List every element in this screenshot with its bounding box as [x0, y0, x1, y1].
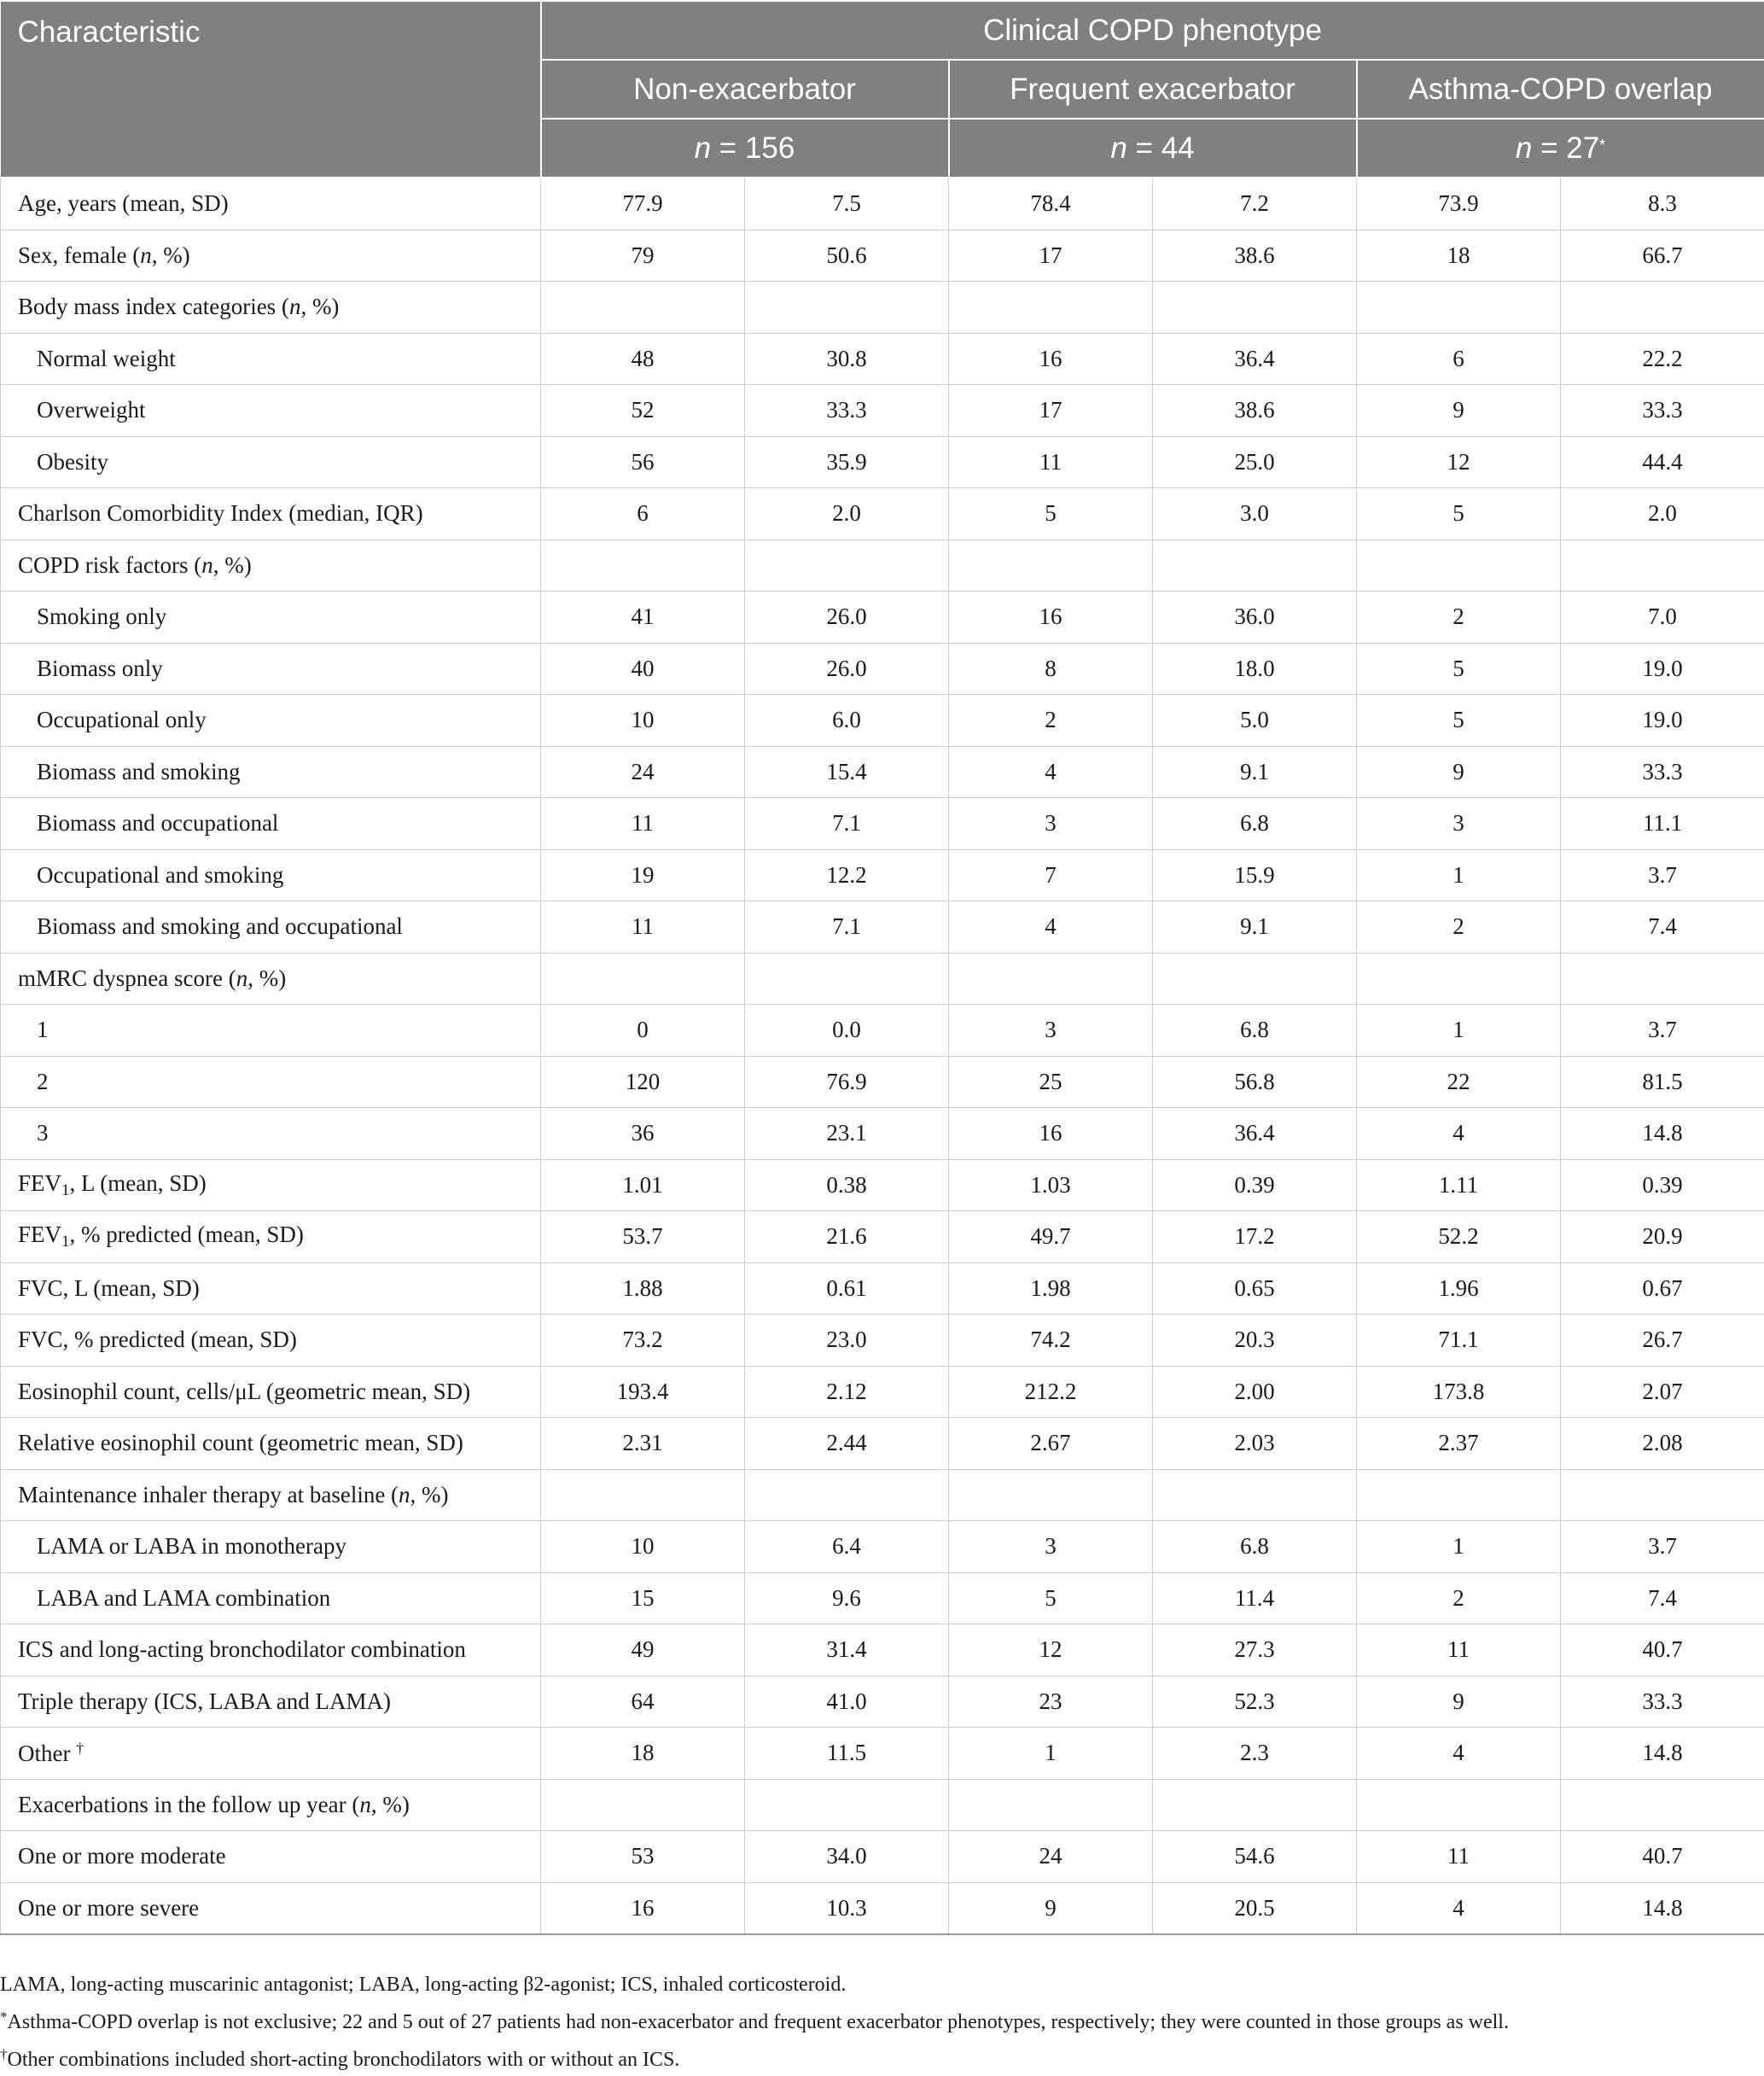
count-cell: 16 [541, 1882, 745, 1934]
count-cell: 9 [949, 1882, 1153, 1934]
stat-cell: 0.39 [1153, 1159, 1357, 1211]
stat-cell: 19.0 [1561, 695, 1764, 747]
count-cell: 25 [949, 1056, 1153, 1108]
stat-cell [1561, 1469, 1764, 1521]
stat-cell: 14.8 [1561, 1728, 1764, 1780]
stat-cell: 15.9 [1153, 849, 1357, 901]
count-cell: 1.98 [949, 1263, 1153, 1315]
count-cell: 2 [949, 695, 1153, 747]
stat-cell [1561, 282, 1764, 334]
count-cell: 1.11 [1357, 1159, 1561, 1211]
count-cell: 19 [541, 849, 745, 901]
count-cell: 18 [1357, 230, 1561, 282]
count-cell [949, 1779, 1153, 1831]
table-row [1, 1005, 1764, 1057]
stat-cell: 6.0 [745, 695, 949, 747]
row-label: FVC, L (mean, SD) [1, 1263, 541, 1315]
stat-cell: 12.2 [745, 849, 949, 901]
count-cell: 1.03 [949, 1159, 1153, 1211]
table-row [1, 385, 1764, 437]
count-cell: 17 [949, 230, 1153, 282]
count-cell: 10 [541, 695, 745, 747]
phenotype-group-header: Clinical COPD phenotype [541, 1, 1764, 60]
n-symbol: n [1516, 131, 1532, 165]
stat-cell: 2.00 [1153, 1366, 1357, 1418]
stat-cell: 3.7 [1561, 1521, 1764, 1573]
count-cell: 49.7 [949, 1211, 1153, 1263]
stat-cell: 33.3 [1561, 746, 1764, 798]
row-label: Age, years (mean, SD) [1, 178, 541, 230]
count-cell: 2 [1357, 1572, 1561, 1624]
count-cell: 0 [541, 1005, 745, 1057]
count-cell: 40 [541, 643, 745, 695]
stat-cell: 14.8 [1561, 1882, 1764, 1934]
stat-cell: 18.0 [1153, 643, 1357, 695]
n-symbol: n [1110, 131, 1127, 165]
count-cell: 78.4 [949, 178, 1153, 230]
count-cell: 1 [949, 1728, 1153, 1780]
table-row [1, 230, 1764, 282]
stat-cell [745, 282, 949, 334]
stat-cell: 10.3 [745, 1882, 949, 1934]
stat-cell [1153, 1469, 1357, 1521]
count-cell: 12 [1357, 436, 1561, 488]
row-label: Biomass and smoking [1, 746, 541, 798]
table-row [1, 1469, 1764, 1521]
stat-cell: 2.3 [1153, 1728, 1357, 1780]
count-cell: 11 [541, 798, 745, 850]
row-label: LABA and LAMA combination [1, 1572, 541, 1624]
stat-cell: 6.4 [745, 1521, 949, 1573]
count-cell [1357, 953, 1561, 1005]
count-cell: 24 [949, 1831, 1153, 1883]
table-row [1, 798, 1764, 850]
stat-cell: 0.67 [1561, 1263, 1764, 1315]
stat-cell: 30.8 [745, 333, 949, 385]
stat-cell [745, 539, 949, 592]
sample-size-frequent-exacerbator [949, 119, 1357, 178]
count-cell [949, 953, 1153, 1005]
stat-cell: 2.12 [745, 1366, 949, 1418]
table-body [1, 178, 1764, 1934]
stat-cell: 76.9 [745, 1056, 949, 1108]
stat-cell: 2.07 [1561, 1366, 1764, 1418]
stat-cell: 35.9 [745, 436, 949, 488]
stat-cell: 33.3 [745, 385, 949, 437]
count-cell: 3 [949, 798, 1153, 850]
stat-cell: 2.03 [1153, 1418, 1357, 1470]
row-label: Body mass index categories (n, %) [1, 282, 541, 334]
stat-cell: 38.6 [1153, 385, 1357, 437]
count-cell: 3 [949, 1521, 1153, 1573]
stat-cell: 36.0 [1153, 592, 1357, 644]
stat-cell: 36.4 [1153, 1108, 1357, 1160]
stat-cell [1153, 282, 1357, 334]
table-header [1, 1, 1764, 178]
count-cell: 53 [541, 1831, 745, 1883]
count-cell [1357, 282, 1561, 334]
footnote-mark: * [1599, 137, 1605, 154]
row-label: Triple therapy (ICS, LABA and LAMA) [1, 1676, 541, 1728]
table-row [1, 849, 1764, 901]
stat-cell: 8.3 [1561, 178, 1764, 230]
row-label: One or more moderate [1, 1831, 541, 1883]
table-row [1, 695, 1764, 747]
stat-cell: 11.1 [1561, 798, 1764, 850]
count-cell: 9 [1357, 385, 1561, 437]
count-cell [541, 1469, 745, 1521]
stat-cell: 27.3 [1153, 1624, 1357, 1677]
count-cell: 120 [541, 1056, 745, 1108]
row-label: Exacerbations in the follow up year (n, %) [1, 1779, 541, 1831]
stat-cell: 7.1 [745, 901, 949, 953]
row-label: 2 [1, 1056, 541, 1108]
count-cell [949, 539, 1153, 592]
stat-cell: 7.1 [745, 798, 949, 850]
count-cell: 11 [1357, 1624, 1561, 1677]
table-row [1, 1418, 1764, 1470]
table-row [1, 1211, 1764, 1263]
stat-cell: 6.8 [1153, 1005, 1357, 1057]
count-cell: 2.37 [1357, 1418, 1561, 1470]
row-label: Smoking only [1, 592, 541, 644]
table-row [1, 1882, 1764, 1934]
stat-cell: 81.5 [1561, 1056, 1764, 1108]
stat-cell: 41.0 [745, 1676, 949, 1728]
stat-cell: 0.65 [1153, 1263, 1357, 1315]
stat-cell: 5.0 [1153, 695, 1357, 747]
count-cell: 2 [1357, 901, 1561, 953]
footnote-text: Other combinations included short-acting bronchodilators with or without an ICS. [8, 2049, 680, 2071]
count-cell: 5 [949, 488, 1153, 540]
stat-cell [745, 953, 949, 1005]
table-row [1, 1315, 1764, 1367]
count-cell [949, 1469, 1153, 1521]
stat-cell: 11.5 [745, 1728, 949, 1780]
row-label: Biomass only [1, 643, 541, 695]
count-cell: 71.1 [1357, 1315, 1561, 1367]
n-value: = 27 [1532, 131, 1599, 165]
stat-cell [745, 1469, 949, 1521]
count-cell: 1 [1357, 1005, 1561, 1057]
stat-cell: 7.0 [1561, 592, 1764, 644]
count-cell: 4 [1357, 1882, 1561, 1934]
count-cell: 8 [949, 643, 1153, 695]
stat-cell: 6.8 [1153, 1521, 1357, 1573]
footnote-text: Asthma-COPD overlap is not exclusive; 22 and 5 out of 27 patients had non-exacerbator and frequent exacerbator phenotypes, respectively; they were counted in those groups as well. [8, 2011, 1509, 2033]
count-cell: 5 [1357, 488, 1561, 540]
stat-cell: 52.3 [1153, 1676, 1357, 1728]
footnote-text: LAMA, long-acting muscarinic antagonist; LABA, long-acting β2-agonist; ICS, inhaled corticosteroid. [0, 1974, 846, 1996]
table-row [1, 436, 1764, 488]
row-label: Obesity [1, 436, 541, 488]
row-label: Relative eosinophil count (geometric mean, SD) [1, 1418, 541, 1470]
count-cell: 22 [1357, 1056, 1561, 1108]
stat-cell: 0.0 [745, 1005, 949, 1057]
stat-cell: 17.2 [1153, 1211, 1357, 1263]
count-cell: 41 [541, 592, 745, 644]
stat-cell: 33.3 [1561, 385, 1764, 437]
table-row [1, 746, 1764, 798]
stat-cell: 34.0 [745, 1831, 949, 1883]
count-cell: 5 [1357, 695, 1561, 747]
stat-cell: 56.8 [1153, 1056, 1357, 1108]
count-cell: 4 [1357, 1728, 1561, 1780]
row-label: Occupational only [1, 695, 541, 747]
count-cell: 4 [949, 746, 1153, 798]
sample-size-non-exacerbator [541, 119, 949, 178]
stat-cell: 38.6 [1153, 230, 1357, 282]
count-cell: 7 [949, 849, 1153, 901]
count-cell: 11 [541, 901, 745, 953]
n-value: = 156 [711, 131, 795, 165]
stat-cell: 15.4 [745, 746, 949, 798]
count-cell [949, 282, 1153, 334]
footnote-mark: * [0, 2009, 8, 2025]
stat-cell: 14.8 [1561, 1108, 1764, 1160]
row-label: Biomass and smoking and occupational [1, 901, 541, 953]
stat-cell: 2.44 [745, 1418, 949, 1470]
count-cell [541, 953, 745, 1005]
stat-cell: 26.0 [745, 643, 949, 695]
row-label: Other † [1, 1728, 541, 1780]
count-cell: 16 [949, 592, 1153, 644]
count-cell: 11 [949, 436, 1153, 488]
count-cell: 9 [1357, 1676, 1561, 1728]
row-label: Occupational and smoking [1, 849, 541, 901]
count-cell: 77.9 [541, 178, 745, 230]
footnote [0, 1963, 1764, 2001]
count-cell: 2.67 [949, 1418, 1153, 1470]
stat-cell: 40.7 [1561, 1624, 1764, 1677]
count-cell [1357, 539, 1561, 592]
sample-size-asthma-copd-overlap [1357, 119, 1764, 178]
table-row [1, 1521, 1764, 1573]
table-row [1, 488, 1764, 540]
phenotype-header-asthma-copd-overlap: Asthma-COPD overlap [1357, 60, 1764, 119]
stat-cell [1153, 953, 1357, 1005]
count-cell: 10 [541, 1521, 745, 1573]
stat-cell: 2.0 [745, 488, 949, 540]
count-cell: 36 [541, 1108, 745, 1160]
footnote [0, 2038, 1764, 2076]
count-cell: 5 [1357, 643, 1561, 695]
count-cell: 5 [949, 1572, 1153, 1624]
footnote-mark: † [0, 2046, 8, 2062]
row-label: mMRC dyspnea score (n, %) [1, 953, 541, 1005]
stat-cell: 21.6 [745, 1211, 949, 1263]
characteristic-header: Characteristic [1, 1, 541, 178]
table-row [1, 1366, 1764, 1418]
phenotype-header-frequent-exacerbator: Frequent exacerbator [949, 60, 1357, 119]
table-row [1, 1831, 1764, 1883]
row-label: ICS and long-acting bronchodilator combination [1, 1624, 541, 1677]
n-value: = 44 [1127, 131, 1195, 165]
stat-cell: 44.4 [1561, 436, 1764, 488]
count-cell: 193.4 [541, 1366, 745, 1418]
table-row [1, 1624, 1764, 1677]
count-cell: 49 [541, 1624, 745, 1677]
stat-cell: 20.3 [1153, 1315, 1357, 1367]
stat-cell: 3.7 [1561, 849, 1764, 901]
row-label: Normal weight [1, 333, 541, 385]
count-cell [1357, 1469, 1561, 1521]
phenotype-header-non-exacerbator: Non-exacerbator [541, 60, 949, 119]
stat-cell [1153, 1779, 1357, 1831]
stat-cell [745, 1779, 949, 1831]
count-cell: 56 [541, 436, 745, 488]
stat-cell: 9.6 [745, 1572, 949, 1624]
stat-cell [1153, 539, 1357, 592]
count-cell: 17 [949, 385, 1153, 437]
stat-cell: 9.1 [1153, 901, 1357, 953]
table-footnotes [0, 1963, 1764, 2076]
stat-cell: 6.8 [1153, 798, 1357, 850]
stat-cell: 7.4 [1561, 901, 1764, 953]
row-label: 3 [1, 1108, 541, 1160]
table-row [1, 592, 1764, 644]
stat-cell: 2.08 [1561, 1418, 1764, 1470]
count-cell: 11 [1357, 1831, 1561, 1883]
count-cell [541, 539, 745, 592]
count-cell: 23 [949, 1676, 1153, 1728]
count-cell [541, 282, 745, 334]
row-label: LAMA or LABA in monotherapy [1, 1521, 541, 1573]
footnote [0, 2001, 1764, 2038]
stat-cell: 7.2 [1153, 178, 1357, 230]
table-row [1, 1108, 1764, 1160]
count-cell: 2.31 [541, 1418, 745, 1470]
stat-cell: 7.4 [1561, 1572, 1764, 1624]
stat-cell: 0.38 [745, 1159, 949, 1211]
table-row [1, 1056, 1764, 1108]
row-label: Overweight [1, 385, 541, 437]
row-label: FEV1, L (mean, SD) [1, 1159, 541, 1211]
count-cell: 4 [1357, 1108, 1561, 1160]
count-cell: 64 [541, 1676, 745, 1728]
stat-cell: 0.39 [1561, 1159, 1764, 1211]
count-cell: 173.8 [1357, 1366, 1561, 1418]
count-cell: 2 [1357, 592, 1561, 644]
count-cell: 73.2 [541, 1315, 745, 1367]
stat-cell: 2.0 [1561, 488, 1764, 540]
stat-cell: 20.9 [1561, 1211, 1764, 1263]
table-row [1, 1676, 1764, 1728]
stat-cell: 11.4 [1153, 1572, 1357, 1624]
table-row [1, 1728, 1764, 1780]
table-row [1, 282, 1764, 334]
stat-cell: 33.3 [1561, 1676, 1764, 1728]
stat-cell: 36.4 [1153, 333, 1357, 385]
table-row [1, 643, 1764, 695]
row-label: 1 [1, 1005, 541, 1057]
count-cell: 53.7 [541, 1211, 745, 1263]
row-label: Maintenance inhaler therapy at baseline (n, %) [1, 1469, 541, 1521]
stat-cell: 26.7 [1561, 1315, 1764, 1367]
stat-cell: 0.61 [745, 1263, 949, 1315]
count-cell: 16 [949, 333, 1153, 385]
table-row [1, 1779, 1764, 1831]
count-cell: 9 [1357, 746, 1561, 798]
row-label: FVC, % predicted (mean, SD) [1, 1315, 541, 1367]
n-symbol: n [695, 131, 711, 165]
count-cell: 52 [541, 385, 745, 437]
count-cell: 3 [1357, 798, 1561, 850]
row-label: Sex, female (n, %) [1, 230, 541, 282]
stat-cell: 20.5 [1153, 1882, 1357, 1934]
stat-cell: 50.6 [745, 230, 949, 282]
table-row [1, 178, 1764, 230]
stat-cell: 26.0 [745, 592, 949, 644]
stat-cell [1561, 1779, 1764, 1831]
count-cell: 1 [1357, 1521, 1561, 1573]
stat-cell: 22.2 [1561, 333, 1764, 385]
table-row [1, 901, 1764, 953]
count-cell [1357, 1779, 1561, 1831]
stat-cell: 3.0 [1153, 488, 1357, 540]
stat-cell: 3.7 [1561, 1005, 1764, 1057]
table-row [1, 1263, 1764, 1315]
count-cell: 16 [949, 1108, 1153, 1160]
count-cell: 6 [1357, 333, 1561, 385]
table-row [1, 1159, 1764, 1211]
count-cell: 15 [541, 1572, 745, 1624]
row-label: FEV1, % predicted (mean, SD) [1, 1211, 541, 1263]
count-cell: 1 [1357, 849, 1561, 901]
stat-cell: 66.7 [1561, 230, 1764, 282]
count-cell: 6 [541, 488, 745, 540]
row-label: Charlson Comorbidity Index (median, IQR) [1, 488, 541, 540]
stat-cell: 25.0 [1153, 436, 1357, 488]
count-cell [541, 1779, 745, 1831]
stat-cell: 54.6 [1153, 1831, 1357, 1883]
count-cell: 12 [949, 1624, 1153, 1677]
count-cell: 1.01 [541, 1159, 745, 1211]
count-cell: 79 [541, 230, 745, 282]
table-row [1, 1572, 1764, 1624]
count-cell: 3 [949, 1005, 1153, 1057]
table-row [1, 539, 1764, 592]
stat-cell: 31.4 [745, 1624, 949, 1677]
table-row [1, 953, 1764, 1005]
stat-cell [1561, 539, 1764, 592]
stat-cell: 19.0 [1561, 643, 1764, 695]
count-cell: 52.2 [1357, 1211, 1561, 1263]
count-cell: 18 [541, 1728, 745, 1780]
count-cell: 73.9 [1357, 178, 1561, 230]
stat-cell: 7.5 [745, 178, 949, 230]
count-cell: 212.2 [949, 1366, 1153, 1418]
count-cell: 24 [541, 746, 745, 798]
count-cell: 1.88 [541, 1263, 745, 1315]
stat-cell: 23.1 [745, 1108, 949, 1160]
row-label: COPD risk factors (n, %) [1, 539, 541, 592]
count-cell: 4 [949, 901, 1153, 953]
count-cell: 48 [541, 333, 745, 385]
stat-cell: 40.7 [1561, 1831, 1764, 1883]
count-cell: 74.2 [949, 1315, 1153, 1367]
row-label: Biomass and occupational [1, 798, 541, 850]
table-row [1, 333, 1764, 385]
count-cell: 1.96 [1357, 1263, 1561, 1315]
row-label: One or more severe [1, 1882, 541, 1934]
row-label: Eosinophil count, cells/μL (geometric mean, SD) [1, 1366, 541, 1418]
stat-cell: 23.0 [745, 1315, 949, 1367]
stat-cell [1561, 953, 1764, 1005]
stat-cell: 9.1 [1153, 746, 1357, 798]
